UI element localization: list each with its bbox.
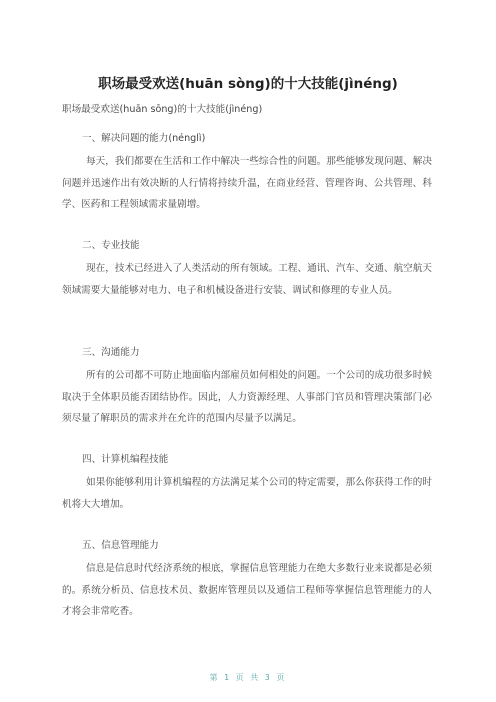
page-number-footer: 第 1 页 共 3 页 — [209, 673, 287, 682]
document-subtitle: 职场最受欢送(huān sōng)的十大技能(jìnéng) — [62, 104, 263, 115]
section-heading-2: 二、专业技能 — [82, 240, 140, 251]
section-heading-4: 四、计算机编程技能 — [82, 454, 169, 465]
section-heading-3: 三、沟通能力 — [82, 347, 140, 358]
section-body-1: 每天，我们都要在生活和工作中解决一些综合性的问题。那些能够发现问题、解决问题并迅速作出有效决断的人行情将持续升温，在商业经营、管理咨询、公共管理、科学、医药和工程领域需求量剧增。 — [62, 156, 432, 210]
section-heading-5: 五、信息管理能力 — [82, 540, 159, 551]
section-body-5: 信息是信息时代经济系统的根底，掌握信息管理能力在绝大多数行业来说都是必须的。系统分析员、信息技术员、数据库管理员以及通信工程师等掌握信息管理能力的人才将会非常吃香。 — [62, 563, 432, 617]
section-heading-1: 一、解决问题的能力(nénglì) — [82, 133, 206, 144]
section-body-4: 如果你能够利用计算机编程的方法满足某个公司的特定需要，那么你获得工作的时机将大大增加。 — [62, 477, 432, 510]
document-title: 职场最受欢送(huān sòng)的十大技能(jìnéng) — [98, 76, 398, 92]
section-body-2: 现在，技术已经进入了人类活动的所有领域。工程、通讯、汽车、交通、航空航天领域需要大量能够对电力、电子和机械设备进行安装、调试和修理的专业人员。 — [62, 263, 432, 296]
section-body-3: 所有的公司都不可防止地面临内部雇员如何相处的问题。一个公司的成功很多时候取决于全体职员能否团结协作。因此，人力资源经理、人事部门官员和管理决策部门必须尽量了解职员的需求并在允许的范围内尽量予以满足。 — [62, 370, 432, 424]
